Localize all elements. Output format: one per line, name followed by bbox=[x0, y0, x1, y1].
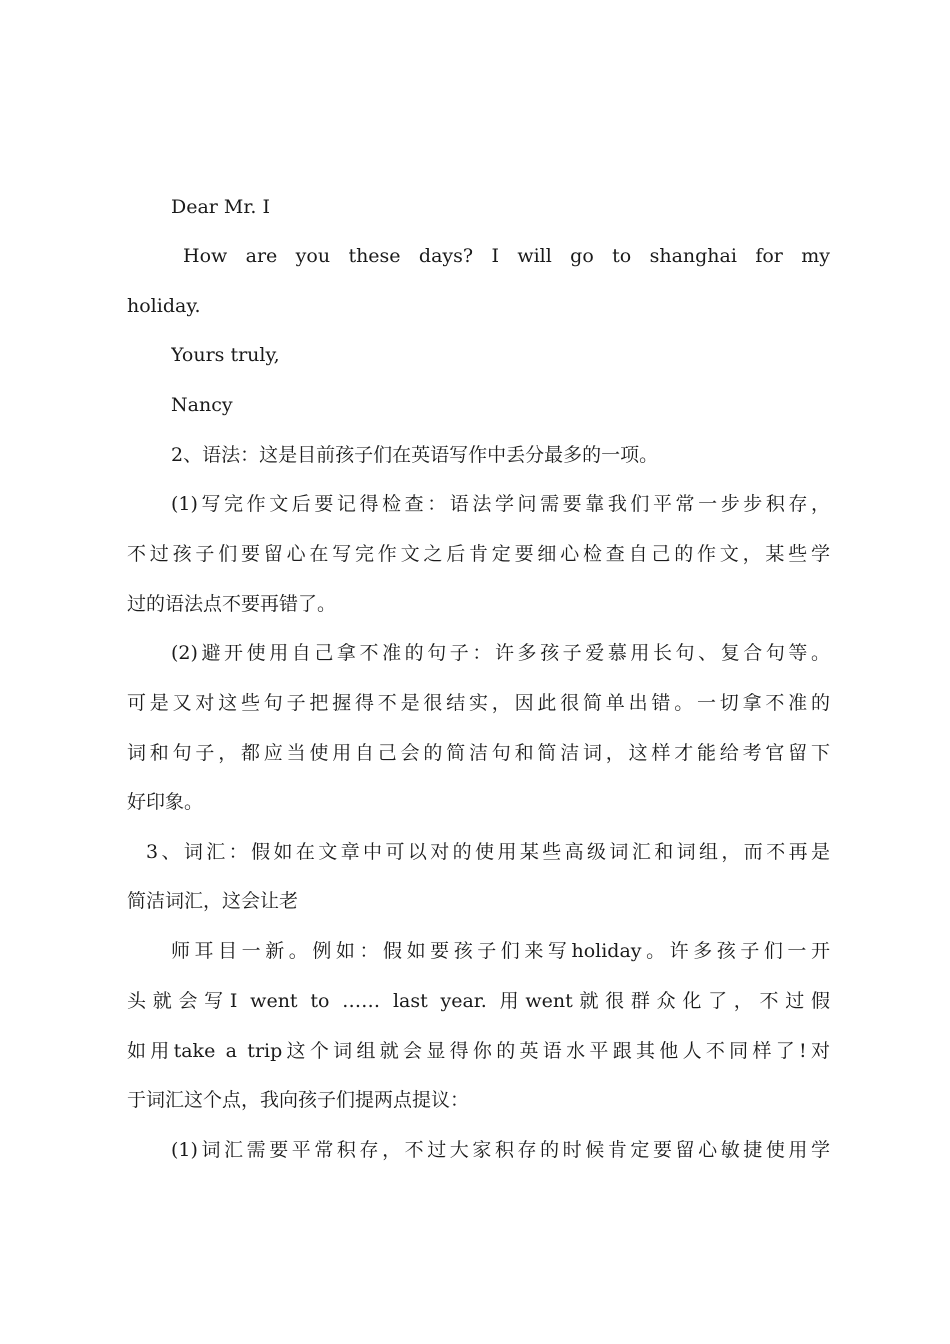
grammar-point1-line: 不过孩子们要留心在写完作文之后肯定要细心检查自己的作文，某些学 bbox=[127, 543, 830, 565]
vocabulary-heading-line: 3、词汇：假如在文章中可以对的使用某些高级词汇和词组，而不再是 bbox=[146, 841, 830, 863]
vocabulary-heading-line: 简洁词汇，这会让老 bbox=[127, 890, 299, 912]
grammar-point1-line: (1)写完作文后要记得检查：语法学问需要靠我们平常一步步积存， bbox=[171, 493, 830, 515]
grammar-point1-line: 过的语法点不要再错了。 bbox=[127, 593, 337, 615]
letter-salutation: Dear Mr. I bbox=[171, 196, 270, 218]
vocabulary-example-line: 头就会写I went to …… last year. 用went就很群众化了，不过假 bbox=[127, 990, 830, 1012]
vocabulary-point1-line: (1)词汇需要平常积存，不过大家积存的时候肯定要留心敏捷使用学 bbox=[171, 1139, 830, 1161]
grammar-point2-line: 可是又对这些句子把握得不是很结实，因此很简单出错。一切拿不准的 bbox=[127, 692, 830, 714]
grammar-heading: 2、语法：这是目前孩子们在英语写作中丢分最多的一项。 bbox=[171, 444, 659, 466]
letter-closing: Yours truly, bbox=[171, 344, 280, 366]
letter-signature: Nancy bbox=[171, 394, 233, 416]
vocabulary-example-line: 于词汇这个点，我向孩子们提两点提议： bbox=[127, 1089, 470, 1111]
grammar-point2-line: 好印象。 bbox=[127, 791, 204, 813]
grammar-point2-line: (2)避开使用自己拿不准的句子：许多孩子爱慕用长句、复合句等。 bbox=[171, 642, 830, 664]
vocabulary-example-line: 如用take a trip这个词组就会显得你的英语水平跟其他人不同样了!对 bbox=[127, 1040, 830, 1062]
grammar-point2-line: 词和句子，都应当使用自己会的简洁句和简洁词，这样才能给考官留下 bbox=[127, 742, 830, 764]
vocabulary-example-line: 师耳目一新。例如：假如要孩子们来写holiday。许多孩子们一开 bbox=[171, 940, 830, 962]
letter-body-line: How are you these days? I will go to shanghai for my bbox=[183, 245, 830, 267]
letter-body-line: holiday. bbox=[127, 295, 201, 317]
